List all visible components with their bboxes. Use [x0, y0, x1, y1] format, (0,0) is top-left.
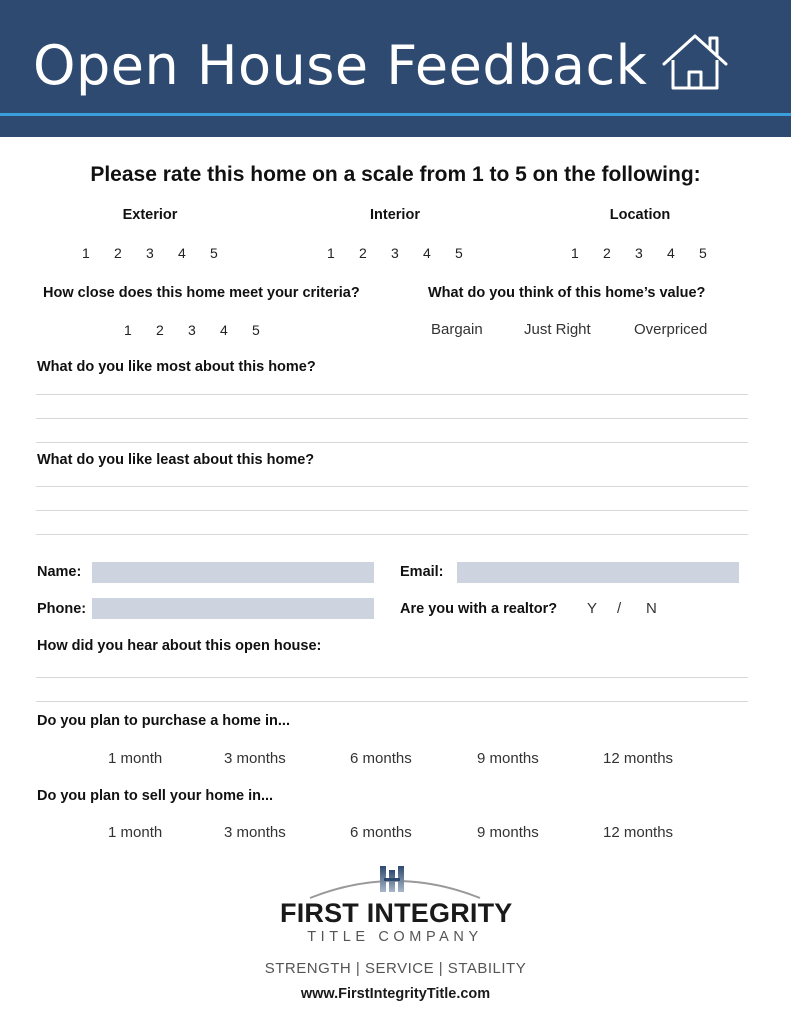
criteria-question: How close does this home meet your criteria?	[43, 285, 360, 301]
exterior-scale	[82, 245, 242, 261]
like-most-question: What do you like most about this home?	[37, 359, 316, 375]
location-rating-4[interactable]: 4	[667, 245, 675, 261]
hear-line-1[interactable]	[36, 677, 748, 678]
criteria-rating-3[interactable]: 3	[188, 322, 196, 338]
sell-option-6-months[interactable]: 6 months	[350, 824, 412, 841]
location-rating-3[interactable]: 3	[635, 245, 643, 261]
like-most-line-2[interactable]	[36, 418, 748, 419]
purchase-option-1-month[interactable]: 1 month	[108, 750, 163, 767]
purchase-question: Do you plan to purchase a home in...	[37, 713, 290, 729]
criteria-rating-2[interactable]: 2	[156, 322, 164, 338]
like-least-line-2[interactable]	[36, 510, 748, 511]
purchase-option-12-months[interactable]: 12 months	[603, 750, 674, 767]
email-label: Email:	[400, 564, 444, 580]
sell-option-1-month[interactable]: 1 month	[108, 824, 163, 841]
interior-rating-3[interactable]: 3	[391, 245, 399, 261]
page-title: Open House Feedback	[33, 34, 648, 97]
header-accent-rule	[0, 113, 791, 116]
sell-option-9-months[interactable]: 9 months	[477, 824, 539, 841]
email-field[interactable]	[457, 562, 739, 583]
location-label: Location	[609, 207, 671, 223]
name-label: Name:	[37, 564, 82, 580]
exterior-label: Exterior	[122, 207, 178, 223]
hear-question: How did you hear about this open house:	[37, 638, 322, 654]
location-rating-5[interactable]: 5	[699, 245, 707, 261]
criteria-rating-5[interactable]: 5	[252, 322, 260, 338]
sell-option-12-months[interactable]: 12 months	[603, 824, 674, 841]
name-field[interactable]	[92, 562, 374, 583]
realtor-separator: /	[617, 600, 622, 617]
criteria-rating-1[interactable]: 1	[124, 322, 132, 338]
phone-field[interactable]	[92, 598, 374, 619]
logo-company-subtitle: TITLE COMPANY	[307, 929, 483, 945]
like-least-line-3[interactable]	[36, 534, 748, 535]
purchase-option-6-months[interactable]: 6 months	[350, 750, 412, 767]
location-rating-2[interactable]: 2	[603, 245, 611, 261]
phone-label: Phone:	[37, 601, 87, 617]
footer-tagline: STRENGTH | SERVICE | STABILITY	[264, 960, 527, 977]
like-least-question: What do you like least about this home?	[37, 452, 315, 468]
criteria-rating-4[interactable]: 4	[220, 322, 228, 338]
house-icon	[660, 30, 730, 92]
value-option-overpriced[interactable]: Overpriced	[634, 321, 708, 338]
header-banner	[0, 0, 791, 137]
value-option-bargain[interactable]: Bargain	[431, 321, 483, 338]
location-rating-1[interactable]: 1	[571, 245, 579, 261]
like-least-line-1[interactable]	[36, 486, 748, 487]
rating-heading: Please rate this home on a scale from 1 to 5 on the following:	[90, 163, 701, 186]
like-most-line-1[interactable]	[36, 394, 748, 395]
interior-label: Interior	[370, 207, 420, 223]
realtor-yes[interactable]: Y	[587, 600, 598, 617]
interior-rating-1[interactable]: 1	[327, 245, 335, 261]
logo-company-name: FIRST INTEGRITY	[280, 898, 513, 928]
footer-website-link[interactable]: www.FirstIntegrityTitle.com	[300, 986, 491, 1002]
interior-rating-2[interactable]: 2	[359, 245, 367, 261]
criteria-scale	[124, 322, 284, 338]
hear-line-2[interactable]	[36, 701, 748, 702]
realtor-question: Are you with a realtor?	[400, 601, 558, 617]
interior-rating-5[interactable]: 5	[455, 245, 463, 261]
exterior-rating-3[interactable]: 3	[146, 245, 154, 261]
realtor-no[interactable]: N	[646, 600, 657, 617]
interior-scale	[327, 245, 487, 261]
interior-rating-4[interactable]: 4	[423, 245, 431, 261]
sell-option-3-months[interactable]: 3 months	[224, 824, 286, 841]
exterior-rating-2[interactable]: 2	[114, 245, 122, 261]
exterior-rating-5[interactable]: 5	[210, 245, 218, 261]
location-scale	[571, 245, 731, 261]
value-option-just-right[interactable]: Just Right	[524, 321, 591, 338]
purchase-option-3-months[interactable]: 3 months	[224, 750, 286, 767]
like-most-line-3[interactable]	[36, 442, 748, 443]
exterior-rating-1[interactable]: 1	[82, 245, 90, 261]
sell-question: Do you plan to sell your home in...	[37, 788, 274, 804]
value-question: What do you think of this home’s value?	[428, 285, 706, 301]
purchase-option-9-months[interactable]: 9 months	[477, 750, 539, 767]
exterior-rating-4[interactable]: 4	[178, 245, 186, 261]
